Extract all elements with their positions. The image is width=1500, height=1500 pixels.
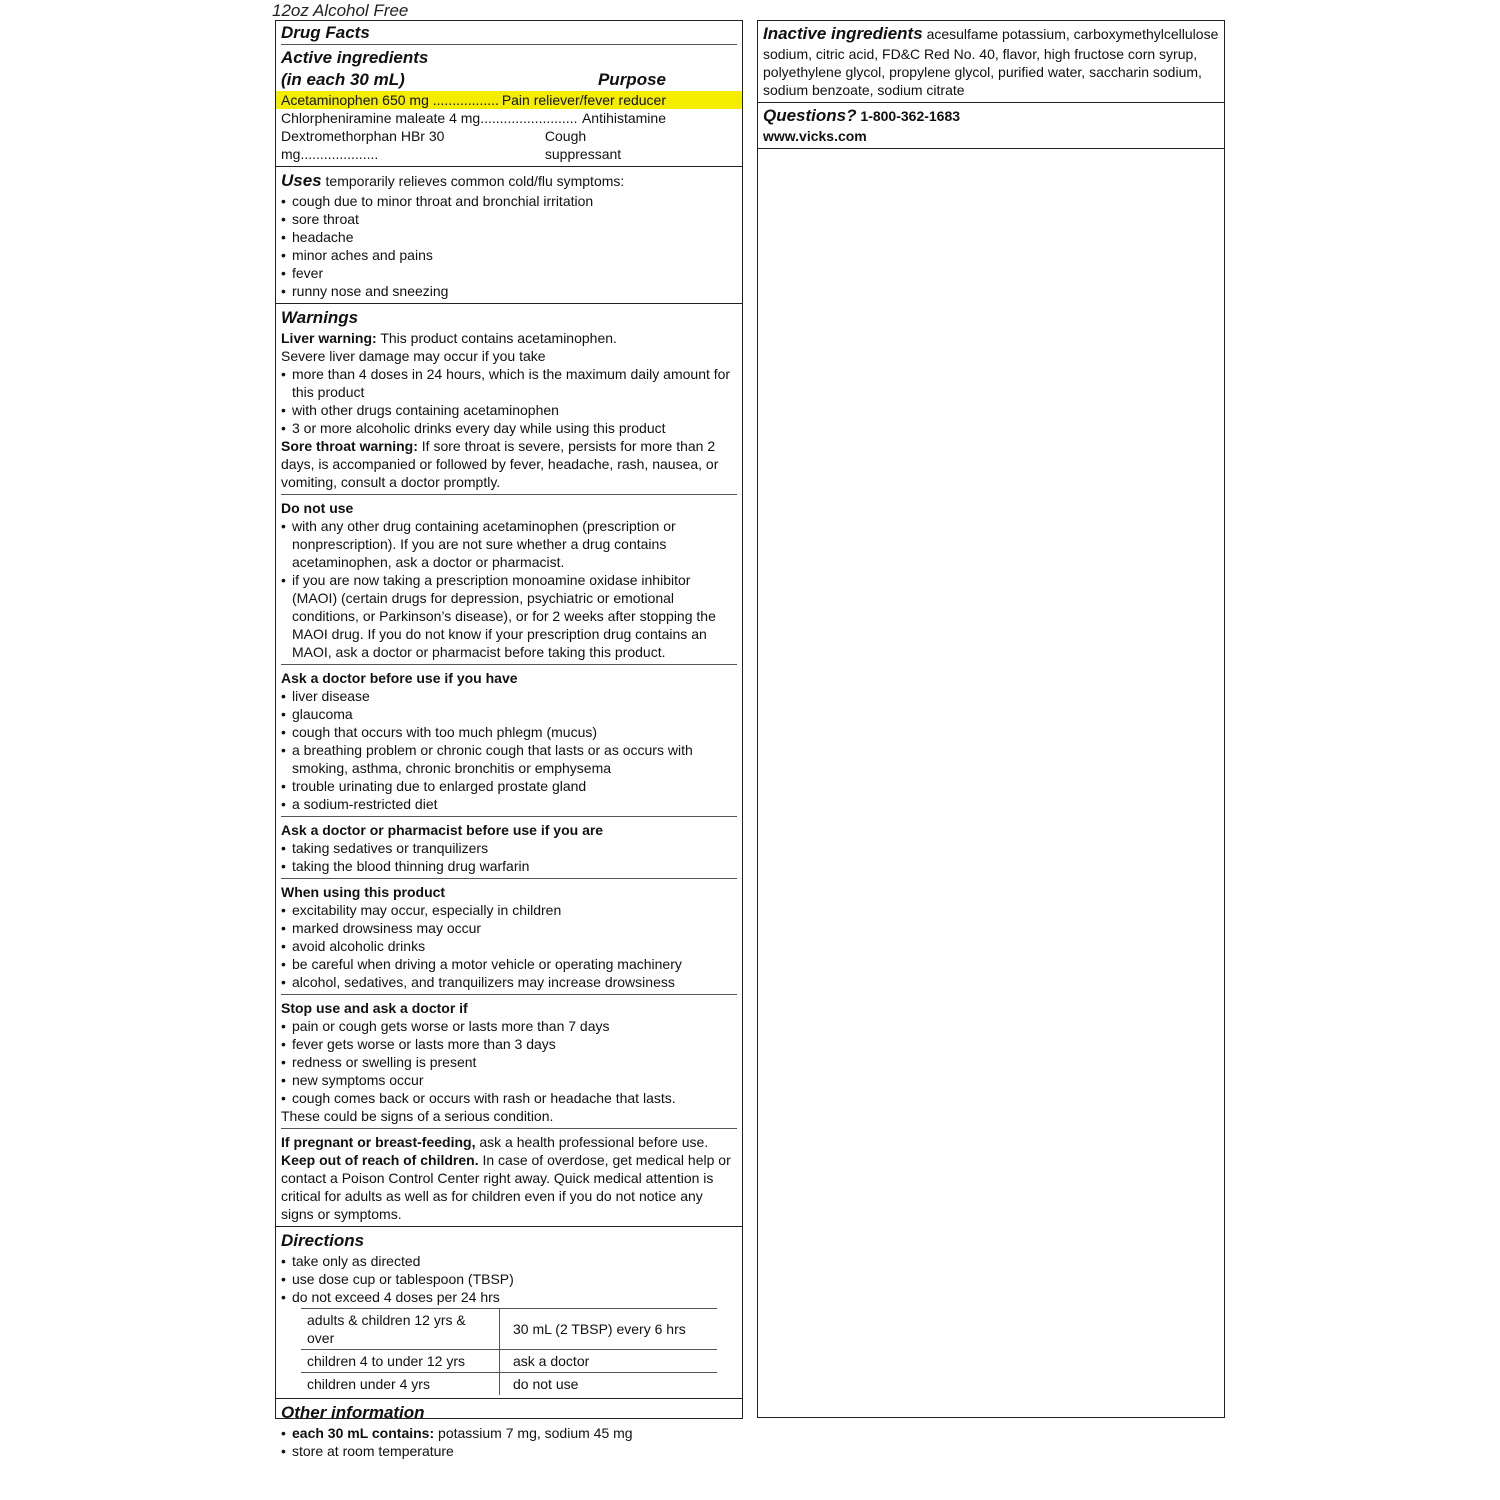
ingredient-name: Acetaminophen 650 mg — [281, 92, 429, 108]
active-ingredients-section — [276, 45, 742, 167]
table-row — [301, 1373, 717, 1396]
ingredient-purpose: Antihistamine — [581, 110, 666, 126]
liver-warning-text: This product contains acetaminophen. — [380, 330, 617, 346]
list-item: • a breathing problem or chronic cough that lasts or as occurs with smoking, asthma, chronic bronchitis or emphysema — [281, 741, 737, 777]
drug-facts-panel — [275, 20, 743, 1459]
list-item: • headache — [281, 228, 737, 246]
list-item: • liver disease — [281, 687, 737, 705]
inactive-ingredients-section — [758, 21, 1224, 103]
list-item: • fever — [281, 264, 737, 282]
other-information-section — [276, 1399, 742, 1460]
dosage-dose-cell: 30 mL (2 TBSP) every 6 hrs — [500, 1309, 718, 1350]
pregnancy-warning — [281, 1133, 737, 1151]
list-item: • sore throat — [281, 210, 737, 228]
dosage-age-cell: adults & children 12 yrs & over — [301, 1309, 500, 1350]
contains-text: potassium 7 mg, sodium 45 mg — [438, 1425, 633, 1441]
pregnancy-text: ask a health professional before use. — [479, 1134, 709, 1150]
sore-throat-text: If sore throat is severe, persists for more than 2 days, is accompanied or followed by fever, headache, rash, nausea, or vomiting, consult a doctor promptly. — [281, 438, 719, 490]
active-ingredients-unit: (in each 30 mL) — [281, 70, 405, 89]
ask-doctor-list — [281, 687, 737, 813]
inactive-ingredients-panel — [757, 20, 1225, 1418]
list-item: • cough due to minor throat and bronchial irritation — [281, 192, 737, 210]
table-row — [301, 1350, 717, 1373]
directions-heading: Directions — [281, 1231, 365, 1250]
ingredient-leader-dots: ......................... — [480, 110, 578, 126]
active-ingredients-heading: Active ingredients — [281, 48, 429, 67]
dosage-table — [301, 1308, 717, 1395]
list-item: • with other drugs containing acetaminophen — [281, 401, 737, 419]
contains-label: each 30 mL contains: — [292, 1425, 435, 1441]
dosage-dose-cell: ask a doctor — [500, 1350, 718, 1373]
list-item: • taking sedatives or tranquilizers — [281, 839, 737, 857]
do-not-use-section — [276, 495, 742, 664]
ingredient-leader-dots: ................. — [432, 92, 499, 108]
list-item: • avoid alcoholic drinks — [281, 937, 737, 955]
drug-facts-title: Drug Facts — [281, 21, 737, 45]
list-item — [281, 1424, 737, 1442]
website-link[interactable]: www.vicks.com — [763, 128, 867, 144]
liver-warning-list — [281, 365, 737, 437]
dosage-age-cell: children under 4 yrs — [301, 1373, 500, 1396]
ingredient-name: Chlorpheniramine maleate 4 mg — [281, 110, 481, 126]
list-item: • runny nose and sneezing — [281, 282, 737, 300]
list-item: • be careful when driving a motor vehicle or operating machinery — [281, 955, 737, 973]
list-item: • pain or cough gets worse or lasts more than 7 days — [281, 1017, 737, 1035]
other-information-list — [281, 1424, 737, 1460]
stop-use-footer: These could be signs of a serious condition. — [281, 1108, 554, 1124]
questions-line — [763, 105, 1219, 127]
liver-warning-text-2: Severe liver damage may occur if you take — [281, 348, 546, 364]
stop-use-section — [276, 995, 742, 1128]
list-item: • redness or swelling is present — [281, 1053, 737, 1071]
when-using-list — [281, 901, 737, 991]
list-item: • with any other drug containing acetaminophen (prescription or nonprescription). If you are not sure whether a drug contains acetaminophen, ask a doctor or pharmacist. — [281, 517, 737, 571]
sore-throat-warning — [281, 437, 737, 494]
uses-list — [281, 192, 737, 300]
questions-heading: Questions? — [763, 106, 857, 125]
directions-list — [281, 1252, 737, 1306]
list-item: • cough that occurs with too much phlegm (mucus) — [281, 723, 737, 741]
inactive-ingredients-text — [763, 23, 1219, 99]
pregnancy-label: If pregnant or breast-feeding, — [281, 1134, 476, 1150]
list-item: • 3 or more alcoholic drinks every day while using this product — [281, 419, 737, 437]
ask-doctor-section — [276, 665, 742, 816]
list-item: • taking the blood thinning drug warfarin — [281, 857, 737, 875]
ingredient-row-dextromethorphan — [276, 127, 742, 163]
uses-intro-line — [281, 170, 737, 192]
stop-use-heading: Stop use and ask a doctor if — [281, 1000, 468, 1016]
list-item: • minor aches and pains — [281, 246, 737, 264]
list-item: • new symptoms occur — [281, 1071, 737, 1089]
directions-section — [276, 1227, 742, 1399]
when-using-heading: When using this product — [281, 884, 446, 900]
pregnancy-children-section — [276, 1129, 742, 1227]
keep-out-text: In case of overdose, get medical help or contact a Poison Control Center right away. Quick medical attention is critical for adults as well as for children even if you do not notice any signs or symptoms. — [281, 1152, 731, 1222]
ask-pharmacist-list — [281, 839, 737, 875]
list-item: • if you are now taking a prescription monoamine oxidase inhibitor (MAOI) (certain drugs for depression, psychiatric or emotional conditions, or Parkinson’s disease), or for 2 weeks after stopping the MAOI drug. If you do not know if your prescription drug contains an MAOI, ask a doctor or pharmacist before taking this product. — [281, 571, 737, 661]
do-not-use-list — [281, 517, 737, 661]
ingredient-row-acetaminophen — [276, 91, 742, 109]
dosage-dose-cell: do not use — [500, 1373, 718, 1396]
stop-use-list — [281, 1017, 737, 1107]
phone-number[interactable]: 1-800-362-1683 — [860, 108, 961, 124]
inactive-ingredients-list: acesulfame potassium, carboxymethylcellulose sodium, citric acid, FD&C Red No. 40, flavor, high fructose corn syrup, polyethylene glycol, propylene glycol, purified water, saccharin sodium, sodium benzoate, sodium citrate — [763, 26, 1219, 98]
warnings-section — [276, 304, 742, 1227]
ingredient-name: Dextromethorphan HBr 30 mg — [281, 128, 445, 162]
active-ingredients-subheading-row — [276, 69, 742, 91]
uses-heading: Uses — [281, 171, 322, 190]
ingredient-row-chlorpheniramine — [276, 109, 742, 127]
list-item: • excitability may occur, especially in children — [281, 901, 737, 919]
ask-doctor-heading: Ask a doctor before use if you have — [281, 670, 518, 686]
product-size-label: 12oz Alcohol Free — [272, 1, 409, 20]
uses-intro: temporarily relieves common cold/flu symptoms: — [325, 173, 625, 189]
list-item: • alcohol, sedatives, and tranquilizers may increase drowsiness — [281, 973, 737, 991]
do-not-use-heading: Do not use — [281, 500, 354, 516]
keep-out-warning — [281, 1151, 737, 1223]
liver-warning — [281, 329, 737, 347]
table-row — [301, 1309, 717, 1350]
list-item: • a sodium-restricted diet — [281, 795, 737, 813]
dosage-age-cell: children 4 to under 12 yrs — [301, 1350, 500, 1373]
sore-throat-label: Sore throat warning: — [281, 438, 418, 454]
other-information-heading: Other information — [281, 1403, 425, 1422]
keep-out-label: Keep out of reach of children. — [281, 1152, 479, 1168]
liver-warning-label: Liver warning: — [281, 330, 377, 346]
list-item: • cough comes back or occurs with rash or headache that lasts. — [281, 1089, 737, 1107]
ingredient-leader-dots: .................... — [300, 146, 379, 162]
ingredient-purpose: Cough suppressant — [544, 128, 622, 162]
list-item: • marked drowsiness may occur — [281, 919, 737, 937]
warnings-heading: Warnings — [281, 308, 359, 327]
ask-pharmacist-section — [276, 817, 742, 878]
list-item: • more than 4 doses in 24 hours, which is the maximum daily amount for this product — [281, 365, 737, 401]
purpose-heading: Purpose — [597, 70, 666, 89]
list-item: • fever gets worse or lasts more than 3 days — [281, 1035, 737, 1053]
list-item: • glaucoma — [281, 705, 737, 723]
when-using-section — [276, 879, 742, 994]
ask-pharmacist-heading: Ask a doctor or pharmacist before use if you are — [281, 822, 604, 838]
list-item: • use dose cup or tablespoon (TBSP) — [281, 1270, 737, 1288]
uses-section — [276, 167, 742, 304]
list-item: • store at room temperature — [281, 1442, 737, 1460]
questions-section — [758, 103, 1224, 149]
inactive-ingredients-heading: Inactive ingredients — [763, 24, 923, 43]
ingredient-purpose: Pain reliever/fever reducer — [501, 92, 666, 108]
list-item: • do not exceed 4 doses per 24 hrs — [281, 1288, 737, 1306]
list-item: • take only as directed — [281, 1252, 737, 1270]
list-item: • trouble urinating due to enlarged prostate gland — [281, 777, 737, 795]
